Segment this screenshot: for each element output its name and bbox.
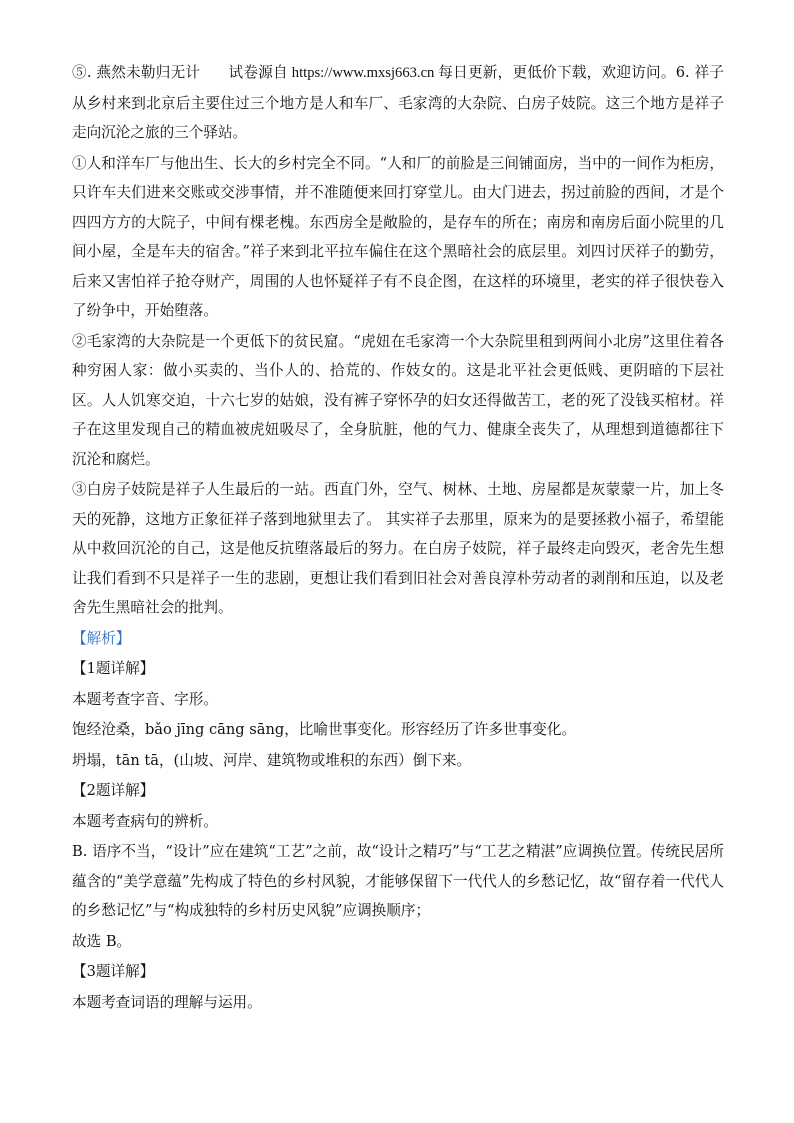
answer-6-text: 6. 祥子从乡村来到北京后主要住过三个地方是人和车厂、毛家湾的大杂院、白房子妓院。这三个地方是祥子走向沉沦之旅的三个驿站。 (72, 64, 724, 141)
q2-intro: 本题考查病句的辨析。 (72, 812, 218, 830)
q2-heading: 【2题详解】 (72, 782, 155, 799)
q2-answer: 故选 B。 (72, 932, 132, 950)
answer-paragraph-5 (72, 58, 724, 148)
q3-heading: 【3题详解】 (72, 963, 155, 980)
q3-intro: 本题考查词语的理解与运用。 (72, 993, 262, 1011)
q1-heading: 【1题详解】 (72, 660, 155, 677)
paragraph-renhe-factory: ①人和洋车厂与他出生、长大的乡村完全不同。“人和厂的前脸是三间铺面房，当中的一间作为柜房，只许车夫们进来交账或交涉事情，并不准随便来回打穿堂儿。由大门进去，拐过前脸的西间，才是个四四方方的大院子，中间有棵老槐。东西房全是敞脸的，是存车的所在；南房和南房后面小院里的几间小屋，全是车夫的宿舍。”祥子来到北平拉车偏住在这个黑暗社会的底层里。刘四讨厌祥子的勤劳，后来又害怕祥子抢夺财产，周围的人也怀疑祥子有不良企图，在这样的环境里，老实的祥子很快卷入了纷争中，开始堕落。 (72, 154, 724, 319)
q1-word-1: 饱经沧桑，bǎo jīng cāng sāng，比喻世事变化。形容经历了许多世事变化。 (72, 721, 577, 738)
analysis-heading: 【解析】 (72, 629, 131, 647)
document-body (72, 58, 724, 1017)
paragraph-maojiawan-courtyard: ②毛家湾的大杂院是一个更低下的贫民窟。“虎妞在毛家湾一个大杂院里租到两间小北房”这里住着各种穷困人家：做小买卖的、当仆人的、拾荒的、作妓女的。这是北平社会更低贱、更阴暗的下层社区。人人饥寒交迫，十六七岁的姑娘，没有裤子穿怀孕的妇女还得做苦工，老的死了没钱买棺材。祥子在这里发现自己的精血被虎妞吸尽了，全身肮脏，他的气力、健康全丧失了，从理想到道德都往下沉沦和腐烂。 (72, 332, 724, 468)
q1-word-2: 坍塌，tān tā，(山坡、河岸、建筑物或堆积的东西）倒下来。 (72, 751, 472, 769)
q2-explanation: B. 语序不当，“设计”应在建筑“工艺”之前，故“设计之精巧”与“工艺之精湛”应调换位置。传统民居所蕴含的“美学意蕴”先构成了特色的乡村风貌，才能够保留下一代代人的乡愁记忆，故“留存着一代代人的乡愁记忆”与“构成独特的乡村历史风貌”应调换顺序； (72, 843, 724, 919)
answer-5-text: ⑤. 燕然未勒归无计 (72, 64, 201, 81)
paragraph-white-house: ③白房子妓院是祥子人生最后的一站。西直门外，空气、树林、土地、房屋都是灰蒙蒙一片，加上冬天的死静，这地方正象征祥子落到地狱里去了。 其实祥子去那里，原来为的是要拯救小福子，希望能从中救回沉沦的自己，这是他反抗堕落最后的努力。在白房子妓院，祥子最终走向毁灭，老舍先生想让我们看到不只是祥子一生的悲剧，更想让我们看到旧社会对善良淳朴劳动者的剥削和压迫，以及老舍先生黑暗社会的批判。 (72, 481, 724, 616)
source-watermark-line: 试卷源自 https://www.mxsj663.cn 每日更新，更低价下载，欢迎访问。 (228, 65, 676, 81)
q1-intro: 本题考查字音、字形。 (72, 690, 218, 708)
